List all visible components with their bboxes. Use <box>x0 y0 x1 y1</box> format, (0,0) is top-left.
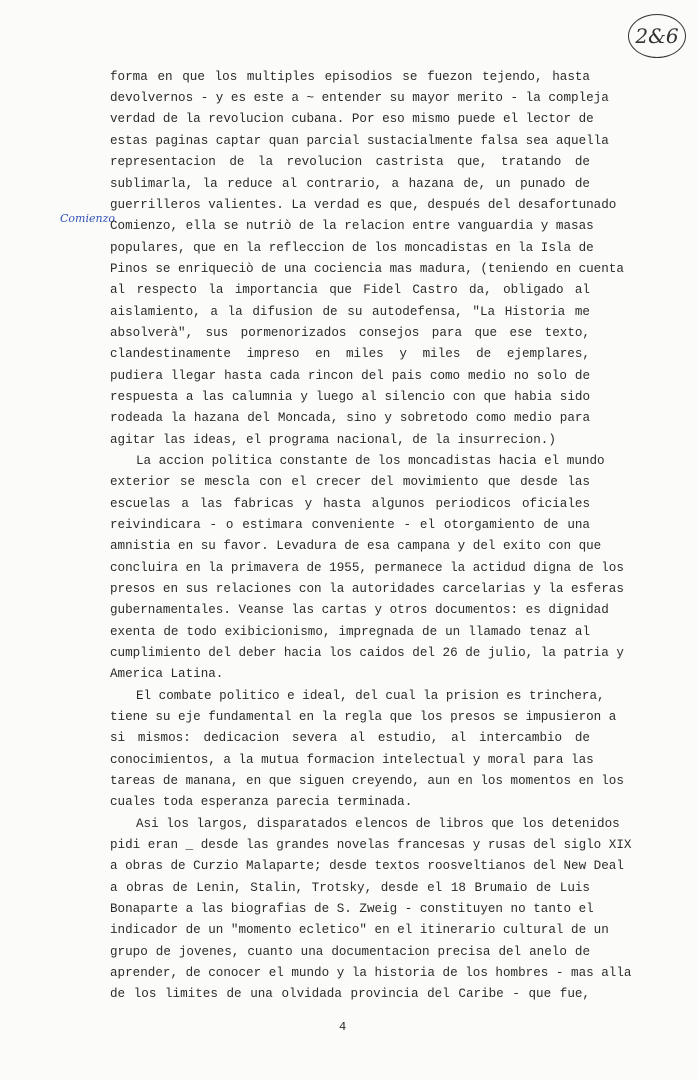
text-line: guerrilleros valientes. La verdad es que, después del desafortunado <box>110 198 617 212</box>
text-line: de los limites de una olvidada provincia del Caribe - que fue, <box>110 987 590 1001</box>
text-line: clandestinamente impreso en miles y miles de ejemplares, <box>110 347 590 361</box>
text-line: a obras de Curzio Malaparte; desde textos roosveltianos del New Deal <box>110 859 624 873</box>
text-line: amnistia en su favor. Levadura de esa campana y del exito con que <box>110 539 602 553</box>
text-line: rodeada la hazana del Moncada, sino y sobretodo como medio para <box>110 411 590 425</box>
text-line: cuales toda esperanza parecia terminada. <box>110 795 413 809</box>
text-line: devolvernos - y es este a ~ entender su mayor merito - la compleja <box>110 91 609 105</box>
text-line: forma en que los multiples episodios se fuezon tejendo, hasta <box>110 70 590 84</box>
text-line: verdad de la revolucion cubana. Por eso mismo puede el lector de <box>110 112 594 126</box>
text-line: si mismos: dedicacion severa al estudio, al intercambio de <box>110 731 590 745</box>
text-line: Comienzo, ella se nutriò de la relacion entre vanguardia y masas <box>110 219 594 233</box>
text-line: al respecto la importancia que Fidel Castro da, obligado al <box>110 283 590 297</box>
text-line: respuesta a las calumnia y luego al silencio con que habia sido <box>110 390 590 404</box>
text-line: pidi eran _ desde las grandes novelas francesas y rusas del siglo XIX <box>110 838 632 852</box>
margin-note: Comienzo <box>60 212 115 225</box>
text-line: grupo de jovenes, cuanto una documentacion precisa del anelo de <box>110 945 590 959</box>
text-line: exenta de todo exibicionismo, impregnada de un llamado tenaz al <box>110 625 590 639</box>
text-line: absolverà", sus pormenorizados consejos para que ese texto, <box>110 326 590 340</box>
text-line: estas paginas captar quan parcial sustacialmente falsa sea aquella <box>110 134 609 148</box>
page-number: 4 <box>339 1020 347 1034</box>
text-line: Asi los largos, disparatados elencos de libros que los detenidos <box>136 817 620 831</box>
text-line: cumplimiento del deber hacia los caidos del 26 de julio, la patria y <box>110 646 624 660</box>
text-line: a obras de Lenin, Stalin, Trotsky, desde el 18 Brumaio de Luis <box>110 881 590 895</box>
text-line: aislamiento, a la difusion de su autodefensa, "La Historia me <box>110 305 590 319</box>
text-line: aprender, de conocer el mundo y la historia de los hombres - mas alla <box>110 966 632 980</box>
text-line: conocimientos, a la mutua formacion intelectual y moral para las <box>110 753 594 767</box>
text-line: sublimarla, la reduce al contrario, a hazana de, un punado de <box>110 177 590 191</box>
text-line: America Latina. <box>110 667 224 681</box>
text-line: exterior se mescla con el crecer del movimiento que desde las <box>110 475 590 489</box>
text-line: indicador de un "momento ecletico" en el itinerario cultural de un <box>110 923 609 937</box>
text-line: Pinos se enriqueciò de una cociencia mas madura, (teniendo en cuenta <box>110 262 624 276</box>
text-line: gubernamentales. Veanse las cartas y otros documentos: es dignidad <box>110 603 609 617</box>
text-line: Bonaparte a las biografias de S. Zweig - constituyen no tanto el <box>110 902 594 916</box>
page-stamp <box>628 14 686 58</box>
text-line: El combate politico e ideal, del cual la prision es trinchera, <box>136 689 605 703</box>
text-line: populares, que en la refleccion de los moncadistas en la Isla de <box>110 241 594 255</box>
text-line: La accion politica constante de los moncadistas hacia el mundo <box>136 454 605 468</box>
text-line: concluira en la primavera de 1955, permanece la actidud digna de los <box>110 561 624 575</box>
text-line: agitar las ideas, el programa nacional, de la insurrecion.) <box>110 433 556 447</box>
text-line: pudiera llegar hasta cada rincon del pais como medio no solo de <box>110 369 590 383</box>
text-line: tareas de manana, en que siguen creyendo, aun en los momentos en los <box>110 774 624 788</box>
text-line: representacion de la revolucion castrista que, tratando de <box>110 155 590 169</box>
text-line: reivindicara - o estimara conveniente - el otorgamiento de una <box>110 518 590 532</box>
text-line: tiene su eje fundamental en la regla que los presos se impusieron a <box>110 710 617 724</box>
text-line: presos en sus relaciones con la autoridades carcelarias y la esferas <box>110 582 624 596</box>
stamp-number: 2&6 <box>635 24 679 48</box>
text-line: escuelas a las fabricas y hasta algunos periodicos oficiales <box>110 497 590 511</box>
